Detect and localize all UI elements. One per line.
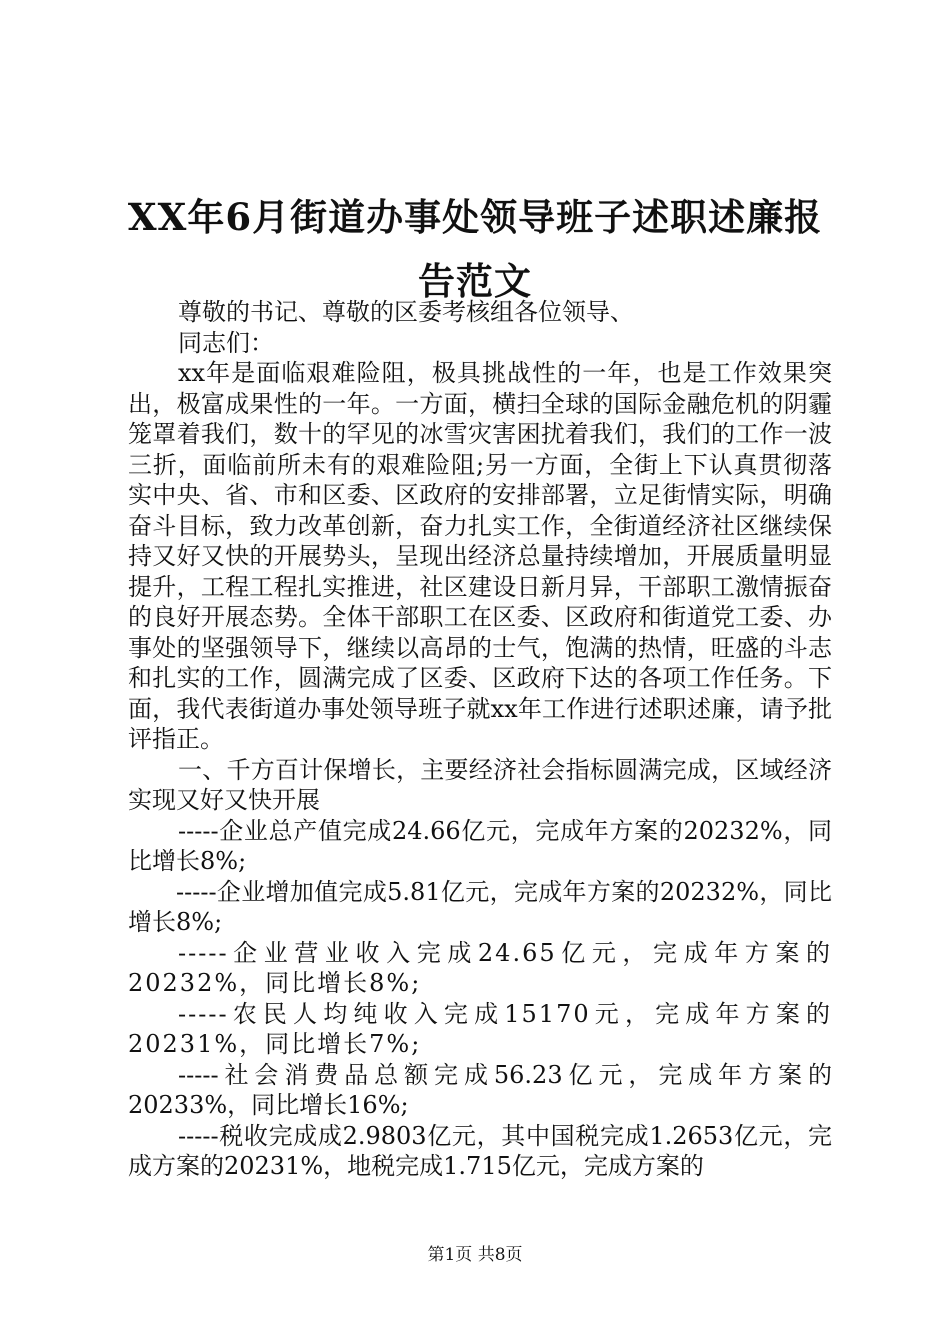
- salutation-line-1: 尊敬的书记、尊敬的区委考核组各位领导、: [178, 298, 634, 326]
- salutation-line-2: 同志们：: [178, 328, 274, 357]
- indicator-item: -----社会消费品总额完成56.23亿元，完成年方案的20233%，同比增长16%;: [128, 1060, 832, 1119]
- indicator-item: -----农民人均纯收入完成15170元，完成年方案的20231%，同比增长7%;: [128, 999, 832, 1058]
- document-body: [128, 297, 832, 1182]
- indicator-item: -----企业营业收入完成24.65亿元，完成年方案的20232%，同比增长8%;: [128, 938, 832, 997]
- indicator-item: -----税收完成成2.9803亿元，其中国税完成1.2653亿元，完成方案的20231%，地税完成1.715亿元，完成方案的: [128, 1121, 832, 1180]
- page-footer: 第1页 共8页: [427, 1245, 523, 1265]
- intro-paragraph: xx年是面临艰难险阻，极具挑战性的一年，也是工作效果突出，极富成果性的一年。一方面，横扫全球的国际金融危机的阴霾笼罩着我们，数十的罕见的冰雪灾害困扰着我们，我们的工作一波三折，面临前所未有的艰难险阻;另一方面，全街上下认真贯彻落实中央、省、市和区委、区政府的安排部署，立足街情实际，明确奋斗目标，致力改革创新，奋力扎实工作，全街道经济社区继续保持又好又快的开展势头，呈现出经济总量持续增加，开展质量明显提升，工程工程扎实推进，社区建设日新月异，干部职工激情振奋的良好开展态势。全体干部职工在区委、区政府和街道党工委、办事处的坚强领导下，继续以高昂的士气，饱满的热情，旺盛的斗志和扎实的工作，圆满完成了区委、区政府下达的各项工作任务。下面，我代表街道办事处领导班子就xx年工作进行述职述廉，请予批评指正。: [128, 359, 832, 753]
- indicator-item: -----企业总产值完成24.66亿元，完成年方案的20232%，同比增长8%;: [128, 816, 832, 875]
- section-heading: 一、千方百计保增长，主要经济社会指标圆满完成，区域经济实现又好又快开展: [128, 755, 832, 814]
- document-title: XX年6月街道办事处领导班子述职述廉报告范文: [127, 194, 823, 303]
- indicator-item: -----企业增加值完成5.81亿元，完成年方案的20232%，同比增长8%;: [128, 877, 832, 936]
